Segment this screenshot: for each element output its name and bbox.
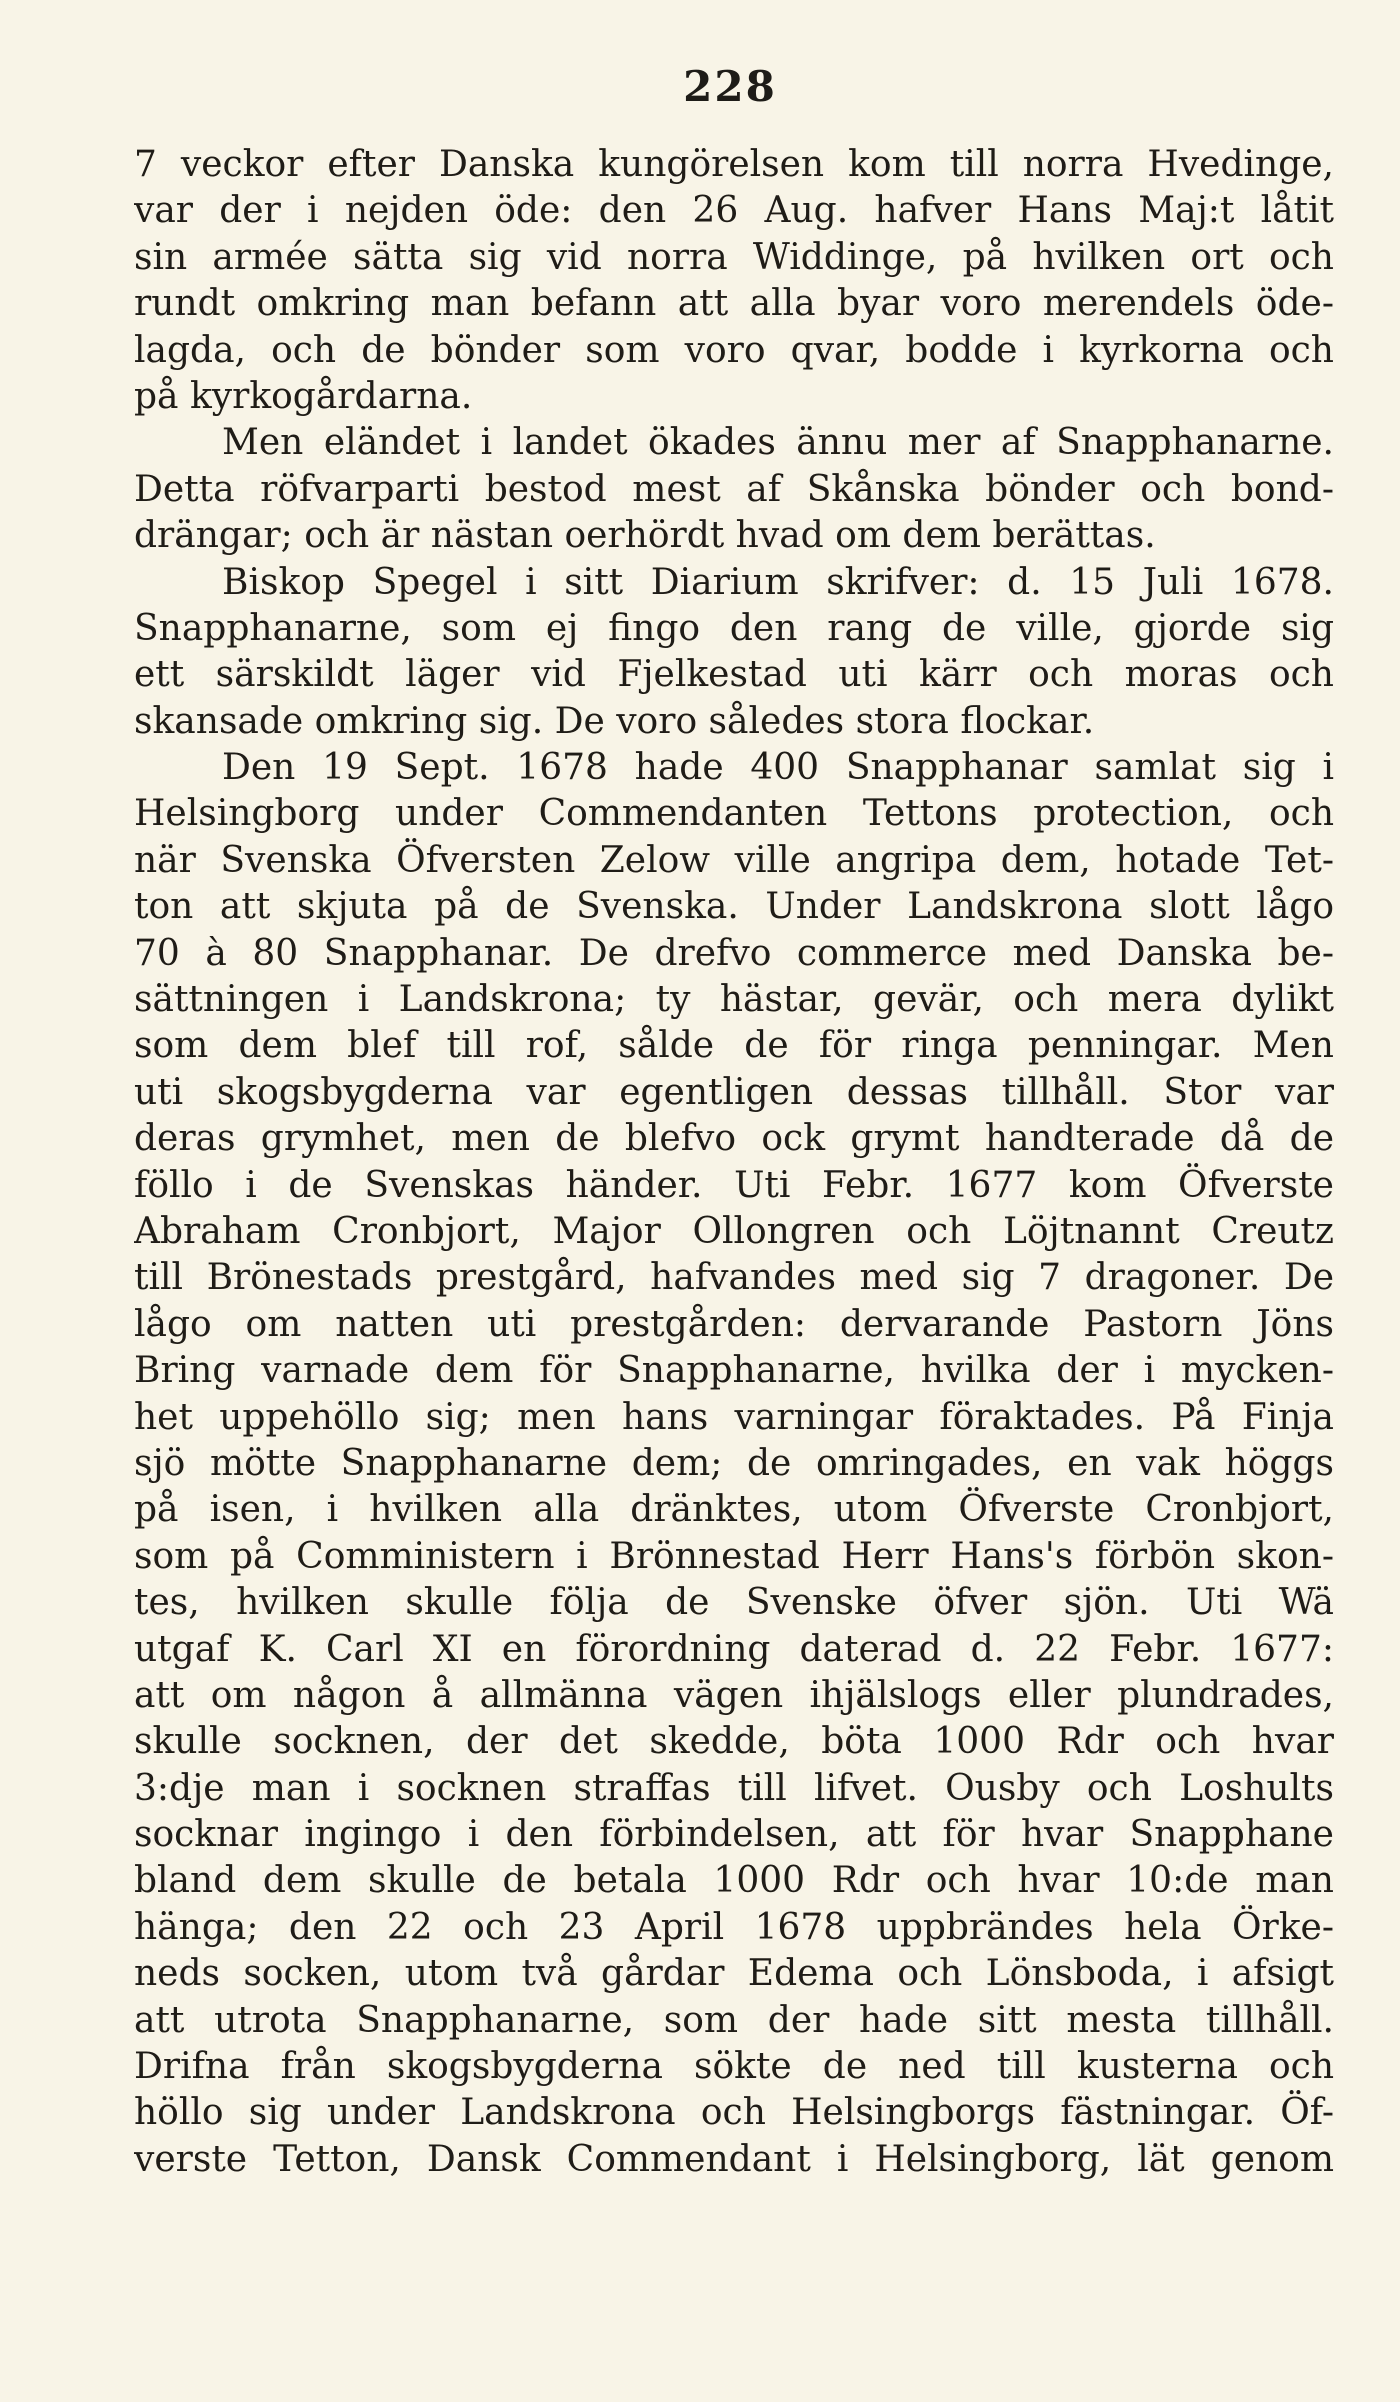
text-line: lagda, och de bönder som voro qvar, bodde i kyrkorna och <box>134 329 1334 371</box>
text-line: deras grymhet, men de blefvo ock grymt handterade då de <box>134 1118 1334 1160</box>
text-line: som dem blef till rof, sålde de för ringa penningar. Men <box>134 1025 1334 1067</box>
text-line: ett särskildt läger vid Fjelkestad uti kärr och moras och <box>134 654 1334 696</box>
text-line: 3:dje man i socknen straffas till lifvet. Ousby och Loshults <box>134 1767 1334 1809</box>
text-line: höllo sig under Landskrona och Helsingborgs fästningar. Öf- <box>134 2092 1334 2134</box>
text-line: uti skogsbygderna var egentligen dessas tillhåll. Stor var <box>134 1071 1334 1113</box>
text-line: att utrota Snapphanarne, som der hade sitt mesta tillhåll. <box>134 1999 1334 2041</box>
text-line: verste Tetton, Dansk Commendant i Helsingborg, lät genom <box>134 2138 1334 2180</box>
text-line: Den 19 Sept. 1678 hade 400 Snapphanar samlat sig i <box>222 747 1334 789</box>
text-line: Detta röfvarparti bestod mest af Skånska bönder och bond- <box>134 468 1334 510</box>
text-line: Snapphanarne, som ej fingo den rang de ville, gjorde sig <box>134 607 1334 649</box>
text-line: hänga; den 22 och 23 April 1678 uppbrändes hela Örke- <box>134 1906 1334 1948</box>
text-line: sin armée sätta sig vid norra Widdinge, på hvilken ort och <box>134 236 1334 278</box>
text-line: drängar; och är nästan oerhördt hvad om dem berättas. <box>134 515 1156 557</box>
text-line: ton att skjuta på de Svenska. Under Landskrona slott lågo <box>134 886 1334 928</box>
body-text <box>134 142 1334 2183</box>
text-line: 70 à 80 Snapphanar. De drefvo commerce med Danska be- <box>134 932 1334 974</box>
text-line: på kyrkogårdarna. <box>134 375 473 417</box>
text-line: het uppehöllo sig; men hans varningar föraktades. På Finja <box>134 1396 1334 1438</box>
page-number: 228 <box>683 62 777 111</box>
text-line: skulle socknen, der det skedde, böta 1000 Rdr och hvar <box>134 1721 1334 1763</box>
text-line: som på Comministern i Brönnestad Herr Hans's förbön skon- <box>134 1535 1334 1577</box>
text-line: till Brönestads prestgård, hafvandes med sig 7 dragoner. De <box>134 1257 1334 1299</box>
text-line: tes, hvilken skulle följa de Svenske öfver sjön. Uti Wä <box>134 1582 1334 1624</box>
text-line: Helsingborg under Commendanten Tettons protection, och <box>134 793 1334 835</box>
text-line: föllo i de Svenskas händer. Uti Febr. 1677 kom Öfverste <box>134 1164 1334 1206</box>
text-line: Biskop Spegel i sitt Diarium skrifver: d. 15 Juli 1678. <box>222 561 1334 603</box>
text-line: sättningen i Landskrona; ty hästar, gevär, och mera dylikt <box>134 979 1334 1021</box>
text-line: socknar ingingo i den förbindelsen, att för hvar Snapphane <box>134 1814 1334 1856</box>
text-line: utgaf K. Carl XI en förordning daterad d. 22 Febr. 1677: <box>134 1628 1334 1670</box>
text-line: när Svenska Öfversten Zelow ville angripa dem, hotade Tet- <box>134 839 1334 881</box>
text-line: att om någon å allmänna vägen ihjälslogs eller plundrades, <box>134 1674 1334 1716</box>
text-line: Men eländet i landet ökades ännu mer af Snapphanarne. <box>222 422 1334 464</box>
text-line: bland dem skulle de betala 1000 Rdr och hvar 10:de man <box>134 1860 1334 1902</box>
text-line: skansade omkring sig. De voro således stora flockar. <box>134 700 1095 742</box>
text-line: var der i nejden öde: den 26 Aug. hafver Hans Maj:t låtit <box>134 190 1334 232</box>
text-line: neds socken, utom två gårdar Edema och Lönsboda, i afsigt <box>134 1953 1334 1995</box>
text-line: sjö mötte Snapphanarne dem; de omringades, en vak höggs <box>134 1442 1334 1484</box>
text-line: rundt omkring man befann att alla byar voro merendels öde- <box>134 283 1334 325</box>
text-line: 7 veckor efter Danska kungörelsen kom till norra Hvedinge, <box>134 144 1334 185</box>
text-line: Drifna från skogsbygderna sökte de ned till kusterna och <box>134 2046 1334 2088</box>
text-line: lågo om natten uti prestgården: dervarande Pastorn Jöns <box>134 1303 1334 1345</box>
text-line: på isen, i hvilken alla dränktes, utom Öfverste Cronbjort, <box>134 1489 1334 1531</box>
text-line: Bring varnade dem för Snapphanarne, hvilka der i mycken- <box>134 1350 1334 1392</box>
text-line: Abraham Cronbjort, Major Ollongren och Löjtnannt Creutz <box>134 1210 1334 1252</box>
